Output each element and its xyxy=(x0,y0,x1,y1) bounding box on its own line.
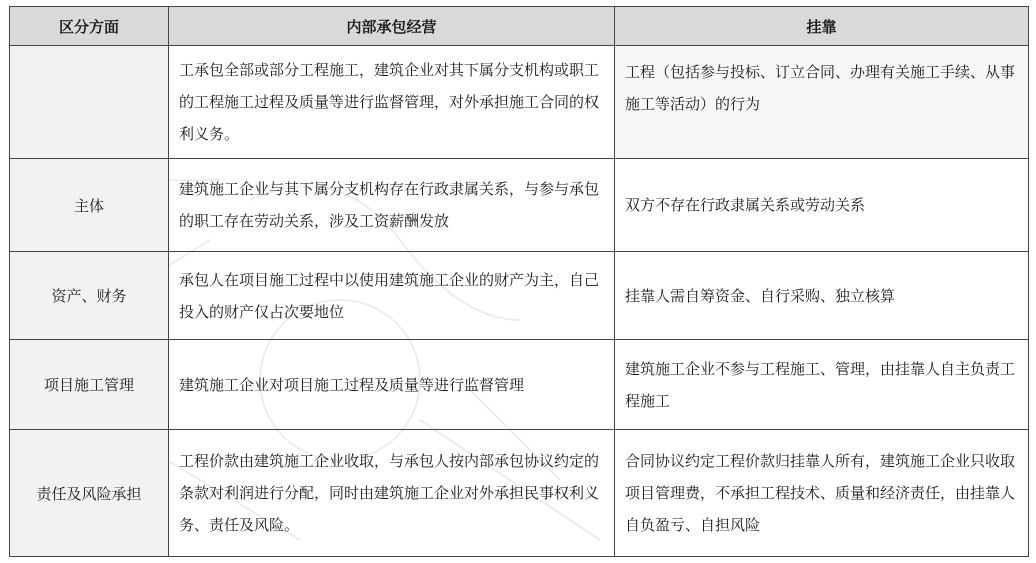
table-row xyxy=(10,340,1029,430)
table-row xyxy=(10,159,1029,252)
row-category: 资产、财务 xyxy=(10,252,169,340)
header-affiliation: 挂靠 xyxy=(615,7,1029,46)
row-internal-text: 工承包全部或部分工程施工，建筑企业对其下属分支机构或职工的工程施工过程及质量等进行监督管理，对外承担施工合同的权利义务。 xyxy=(169,46,615,159)
table-row xyxy=(10,252,1029,340)
row-internal-text: 建筑施工企业与其下属分支机构存在行政隶属关系，与参与承包的职工存在劳动关系，涉及工资薪酬发放 xyxy=(169,159,615,252)
table-header-row xyxy=(10,7,1029,46)
row-category: 项目施工管理 xyxy=(10,340,169,430)
row-internal-text: 承包人在项目施工过程中以使用建筑施工企业的财产为主，自己投入的财产仅占次要地位 xyxy=(169,252,615,340)
row-internal-text: 建筑施工企业对项目施工过程及质量等进行监督管理 xyxy=(169,340,615,430)
row-category: 责任及风险承担 xyxy=(10,430,169,557)
row-affiliation-text: 合同协议约定工程价款归挂靠人所有，建筑施工企业只收取项目管理费，不承担工程技术、质量和经济责任，由挂靠人自负盈亏、自担风险 xyxy=(615,430,1029,557)
table-row xyxy=(10,430,1029,557)
header-internal-contracting: 内部承包经营 xyxy=(169,7,615,46)
row-affiliation-text: 双方不存在行政隶属关系或劳动关系 xyxy=(615,159,1029,252)
comparison-table xyxy=(9,6,1029,557)
row-affiliation-text: 工程（包括参与投标、订立合同、办理有关施工手续、从事施工等活动）的行为 xyxy=(615,46,1029,159)
table-row xyxy=(10,46,1029,159)
row-category: 主体 xyxy=(10,159,169,252)
row-internal-text: 工程价款由建筑施工企业收取，与承包人按内部承包协议约定的条款对利润进行分配，同时由建筑施工企业对外承担民事权利义务、责任及风险。 xyxy=(169,430,615,557)
row-affiliation-text: 建筑施工企业不参与工程施工、管理，由挂靠人自主负责工程施工 xyxy=(615,340,1029,430)
row-affiliation-text: 挂靠人需自筹资金、自行采购、独立核算 xyxy=(615,252,1029,340)
header-category: 区分方面 xyxy=(10,7,169,46)
row-category xyxy=(10,46,169,159)
